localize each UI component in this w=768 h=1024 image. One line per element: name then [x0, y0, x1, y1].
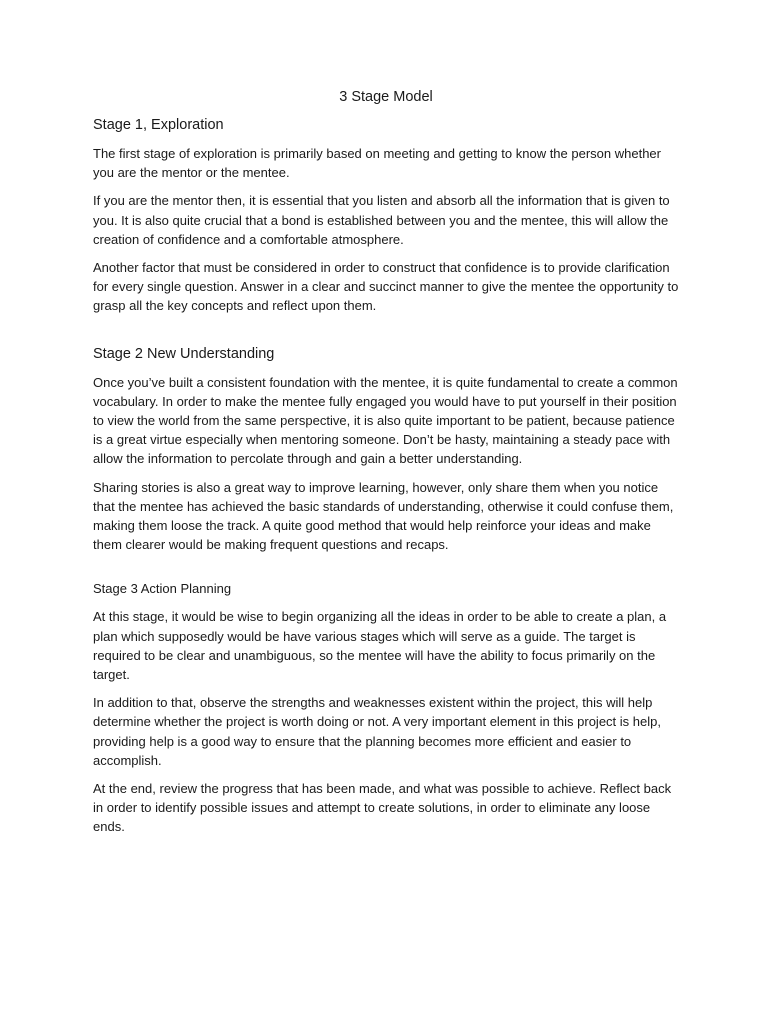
stage-3-section	[93, 579, 679, 836]
stage-1-heading: Stage 1, Exploration	[93, 117, 224, 133]
stage-1-paragraph-1: The first stage of exploration is primarily based on meeting and getting to know the person whether you are the mentor or the mentee.	[93, 146, 661, 181]
stage-3-heading: Stage 3 Action Planning	[93, 581, 232, 597]
stage-2-paragraph-2: Sharing stories is also a great way to improve learning, however, only share them when you notice that the mentee has achieved the basic standards of understanding, otherwise it could confuse them, making them loose the track. A quite good method that would help reinforce your ideas and make them clearer would be making frequent questions and recaps.	[93, 479, 674, 553]
section-spacer	[93, 563, 679, 579]
stage-3-paragraph-1: At this stage, it would be wise to begin organizing all the ideas in order to be able to create a plan, a plan which supposedly would be have various stages which will serve as a guide. The target is required to be clear and unambiguous, so the mentee will have the ability to focus primarily on the target.	[93, 609, 667, 683]
stage-3-paragraph-2: In addition to that, observe the strengths and weaknesses existent within the project, this will help determine whether the project is worth doing or not. A very important element in this project is help, providing help is a good way to ensure that the planning becomes more efficient and easier to accomplish.	[93, 695, 661, 768]
stage-1-section	[93, 114, 679, 316]
document-title: 3 Stage Model	[339, 89, 433, 105]
stage-2-heading: Stage 2 New Understanding	[93, 345, 275, 362]
stage-1-paragraph-3: Another factor that must be considered in order to construct that confidence is to provide clarification for every single question. Answer in a clear and succinct manner to give the mentee the opportunity to grasp all the key concepts and reflect upon them.	[93, 260, 679, 314]
document-body	[93, 86, 679, 846]
stage-2-section	[93, 343, 679, 555]
stage-2-paragraph-1: Once you’ve built a consistent foundation with the mentee, it is quite fundamental to create a common vocabulary. In order to make the mentee fully engaged you would have to put yourself in their position to view the world from the same perspective, it is also quite important to be patient, because patience is a great virtue especially when mentoring someone. Don’t be hasty, maintaining a steady pace with allow the information to percolate through and gain a better understanding.	[93, 374, 678, 467]
section-spacer	[93, 325, 679, 343]
stage-1-paragraph-2: If you are the mentor then, it is essential that you listen and absorb all the information that is given to you. It is also quite crucial that a bond is established between you and the mentee, this will allow the creation of confidence and a comfortable atmosphere.	[93, 193, 670, 247]
stage-3-paragraph-3: At the end, review the progress that has been made, and what was possible to achieve. Reflect back in order to identify possible issues and attempt to create solutions, in order to eliminate any loose ends.	[93, 781, 672, 835]
